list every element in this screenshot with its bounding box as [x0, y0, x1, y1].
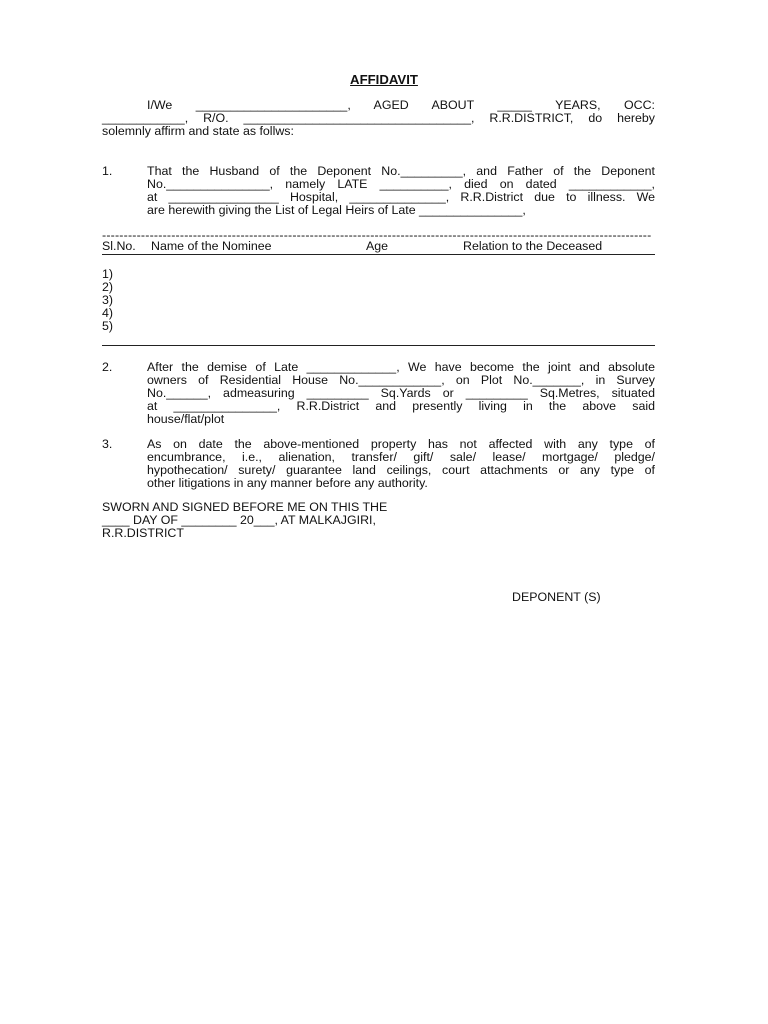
paragraph-1-line-4: are herewith giving the List of Legal Heirs of Late _______________,	[147, 203, 526, 217]
header-relation: Relation to the Deceased	[463, 239, 603, 253]
intro-paragraph	[102, 99, 655, 138]
paragraph-3	[102, 438, 655, 490]
deponent-signature-label: DEPONENT (S)	[512, 590, 601, 604]
paragraph-3-line-4: other litigations in any manner before any authority.	[147, 476, 428, 490]
sworn-line-3: R.R.DISTRICT	[102, 526, 184, 540]
paragraph-3-line-3: hypothecation/ surety/ guarantee land ceilings, court attachments or any type of	[147, 463, 655, 477]
table-row: 4)	[102, 306, 114, 320]
paragraph-2-line-5: house/flat/plot	[147, 412, 225, 426]
intro-line-2: ____________, R/O. _________________________________, R.R.DISTRICT, do hereby	[102, 111, 655, 125]
table-bottom-rule	[102, 345, 655, 346]
table-row: 1)	[102, 267, 114, 281]
sworn-statement	[102, 501, 387, 540]
paragraph-3-line-2: encumbrance, i.e., alienation, transfer/ gift/ sale/ lease/ mortgage/ pledge/	[147, 450, 655, 464]
sworn-line-1: SWORN AND SIGNED BEFORE ME ON THIS THE	[102, 500, 388, 514]
paragraph-3-line-1: As on date the above-mentioned property has not affected with any type of	[147, 437, 655, 451]
paragraph-1-number: 1.	[102, 164, 113, 178]
paragraph-2-line-1: After the demise of Late _____________, We have become the joint and absolute	[147, 360, 655, 374]
table-row: 2)	[102, 280, 114, 294]
table-row: 3)	[102, 293, 114, 307]
paragraph-2-line-2: owners of Residential House No.____________, on Plot No._______, in Survey	[147, 373, 655, 387]
header-nominee-name: Name of the Nominee	[151, 239, 272, 253]
paragraph-2-line-3: No.______, admeasuring _________ Sq.Yards or _________ Sq.Metres, situated	[147, 386, 655, 400]
paragraph-3-number: 3.	[102, 437, 113, 451]
paragraph-1-line-3: at ________________ Hospital, ______________, R.R.District due to illness. We	[147, 190, 655, 204]
nominee-rows	[102, 268, 113, 333]
paragraph-2-number: 2.	[102, 360, 113, 374]
header-age: Age	[366, 239, 389, 253]
header-slno: Sl.No.	[102, 239, 136, 253]
intro-line-1: I/We ______________________, AGED ABOUT _____ YEARS, OCC:	[147, 98, 655, 112]
paragraph-1-line-2: No._______________, namely LATE __________, died on dated ____________,	[147, 177, 655, 191]
paragraph-2	[102, 361, 655, 426]
table-header-rule	[102, 254, 655, 255]
dashed-separator: -------------------------------------------------------------------------------------------------------------------------------	[102, 229, 652, 241]
paragraph-2-line-4: at _______________, R.R.District and presently living in the above said	[147, 399, 655, 413]
document-title: AFFIDAVIT	[350, 72, 418, 87]
paragraph-1	[102, 165, 655, 217]
table-row: 5)	[102, 319, 114, 333]
sworn-line-2: ____ DAY OF ________ 20___, AT MALKAJGIRI,	[102, 513, 376, 527]
intro-line-3: solemnly affirm and state as follws:	[102, 124, 294, 138]
paragraph-1-line-1: That the Husband of the Deponent No._________, and Father of the Deponent	[147, 164, 655, 178]
